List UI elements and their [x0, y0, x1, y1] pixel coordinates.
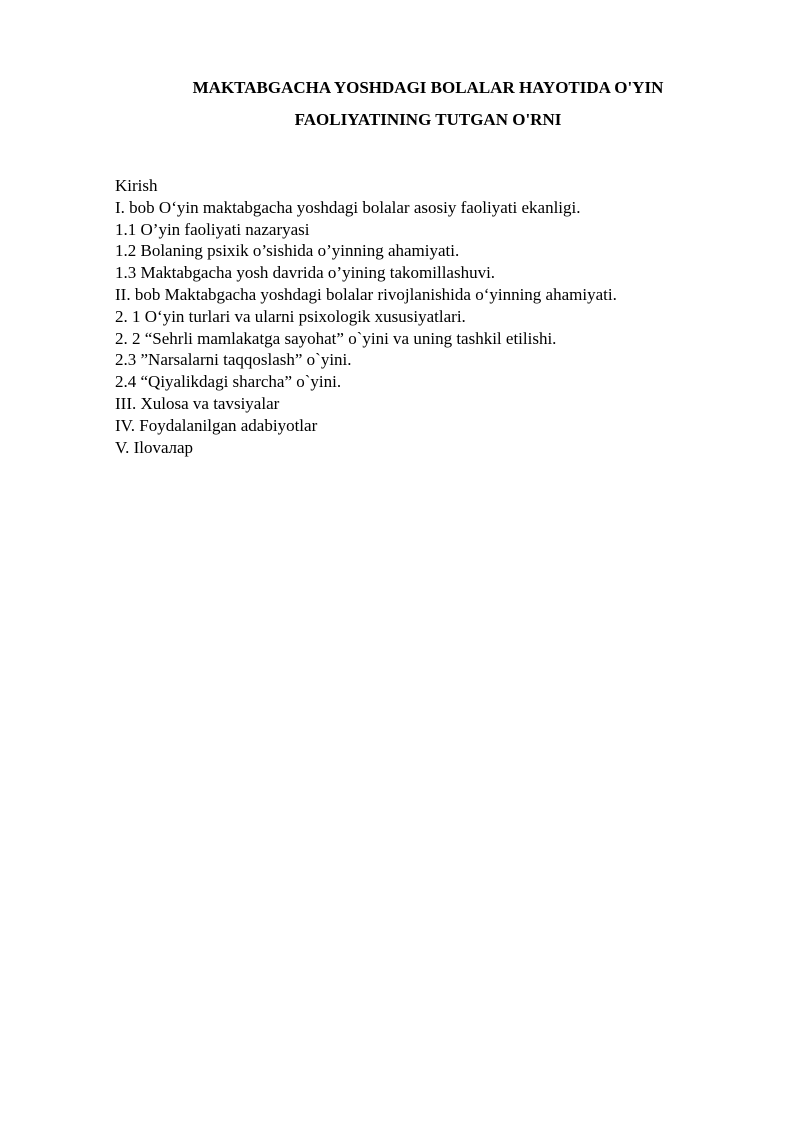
toc-item-section-2-1: 2. 1 O‘yin turlari va ularni psixologik xususiyatlari. [115, 306, 466, 326]
toc-item-conclusion: III. Xulosa va tavsiyalar [115, 393, 280, 413]
toc-item-appendices: V. Ilovaлар [115, 437, 194, 457]
toc-item-chapter-1: I. bob O‘yin maktabgacha yoshdagi bolalar asosiy faoliyati ekanligi. [115, 197, 581, 217]
toc-item-chapter-2: II. bob Maktabgacha yoshdagi bolalar rivojlanishida o‘yinning ahamiyati. [115, 284, 617, 304]
table-of-contents [115, 175, 617, 458]
document-title-line-1: MAKTABGACHA YOSHDAGI BOLALAR HAYOTIDA O'YIN [192, 78, 664, 97]
toc-item-section-1-3: 1.3 Maktabgacha yosh davrida o’yining takomillashuvi. [115, 263, 496, 283]
document-title-line-2: FAOLIYATINING TUTGAN O'RNI [294, 110, 562, 129]
toc-item-section-2-3: 2.3 ”Narsalarni taqqoslash” o`yini. [115, 350, 352, 370]
toc-item-section-1-1: 1.1 O’yin faoliyati nazaryasi [115, 219, 310, 239]
toc-item-section-2-4: 2.4 “Qiyalikdagi sharcha” o`yini. [115, 372, 342, 392]
toc-item-section-1-2: 1.2 Bolaning psixik o’sishida o’yinning ahamiyati. [115, 241, 460, 261]
toc-item-section-2-2: 2. 2 “Sehrli mamlakatga sayohat” o`yini va uning tashkil etilishi. [115, 328, 557, 348]
toc-item-introduction: Kirish [115, 176, 158, 195]
toc-item-references: IV. Foydalanilgan adabiyotlar [115, 415, 318, 435]
